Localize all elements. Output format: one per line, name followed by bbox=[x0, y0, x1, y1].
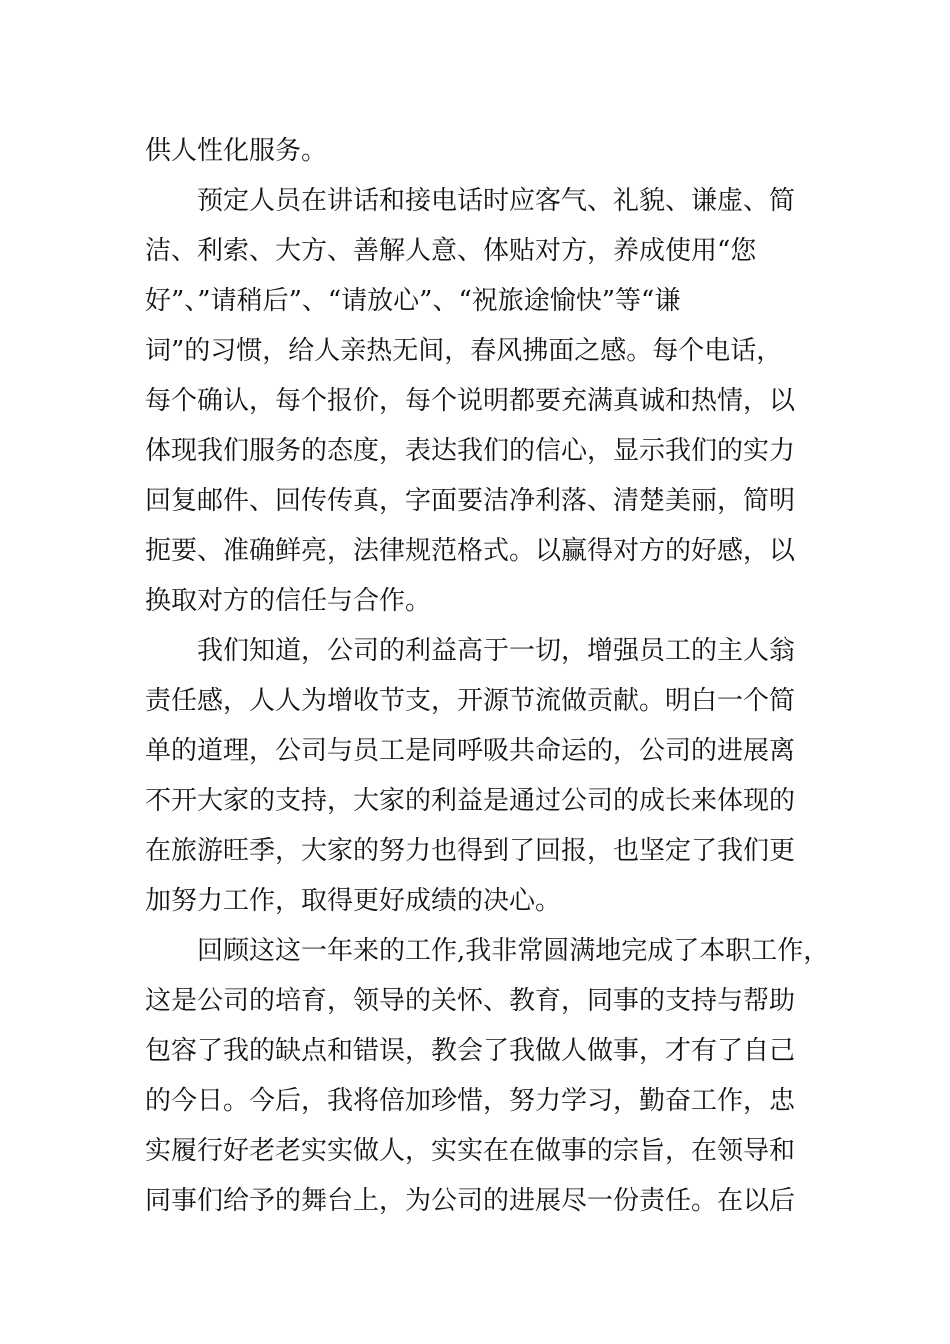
text-line: 这是公司的培育，领导的关怀、教育，同事的支持与帮助 bbox=[145, 986, 796, 1016]
text-line: 实履行好老老实实做人，实实在在做事的宗旨，在领导和 bbox=[145, 1136, 796, 1166]
text-line: 加努力工作，取得更好成绩的决心。 bbox=[145, 886, 562, 916]
text-line: 洁、利索、大方、善解人意、体贴对方，养成使用“您 bbox=[145, 236, 757, 266]
paragraph-start-line: 我们知道，公司的利益高于一切，增强员工的主人翁 bbox=[197, 636, 796, 666]
text-line: 供人性化服务。 bbox=[145, 136, 328, 166]
text-line: 的今日。今后，我将倍加珍惜，努力学习，勤奋工作，忠 bbox=[145, 1086, 796, 1116]
paragraph-start-line: 回顾这这一年来的工作,我非常圆满地完成了本职工作， bbox=[197, 936, 830, 966]
text-line: 在旅游旺季，大家的努力也得到了回报，也坚定了我们更 bbox=[145, 836, 796, 866]
text-line: 扼要、准确鲜亮，法律规范格式。以赢得对方的好感，以 bbox=[145, 536, 796, 566]
text-line: 体现我们服务的态度，表达我们的信心，显示我们的实力 bbox=[145, 436, 796, 466]
text-line: 每个确认，每个报价，每个说明都要充满真诚和热情，以 bbox=[145, 386, 796, 416]
text-line: 同事们给予的舞台上，为公司的进展尽一份责任。在以后 bbox=[145, 1186, 796, 1216]
text-line: 单的道理，公司与员工是同呼吸共命运的，公司的进展离 bbox=[145, 736, 796, 766]
text-line: 责任感，人人为增收节支，开源节流做贡献。明白一个简 bbox=[145, 686, 796, 716]
body-text bbox=[145, 126, 830, 1226]
text-line: 换取对方的信任与合作。 bbox=[145, 586, 432, 616]
text-line: 词”的习惯，给人亲热无间，春风拂面之感。每个电话， bbox=[145, 336, 783, 366]
paragraph-start-line: 预定人员在讲话和接电话时应客气、礼貌、谦虚、简 bbox=[197, 186, 796, 216]
text-line: 好”、”请稍后”、“请放心”、“祝旅途愉快”等“谦 bbox=[145, 286, 681, 316]
text-line: 包容了我的缺点和错误，教会了我做人做事，才有了自己 bbox=[145, 1036, 796, 1066]
text-line: 回复邮件、回传传真，字面要洁净利落、清楚美丽，简明 bbox=[145, 486, 796, 516]
text-line: 不开大家的支持，大家的利益是通过公司的成长来体现的 bbox=[145, 786, 796, 816]
